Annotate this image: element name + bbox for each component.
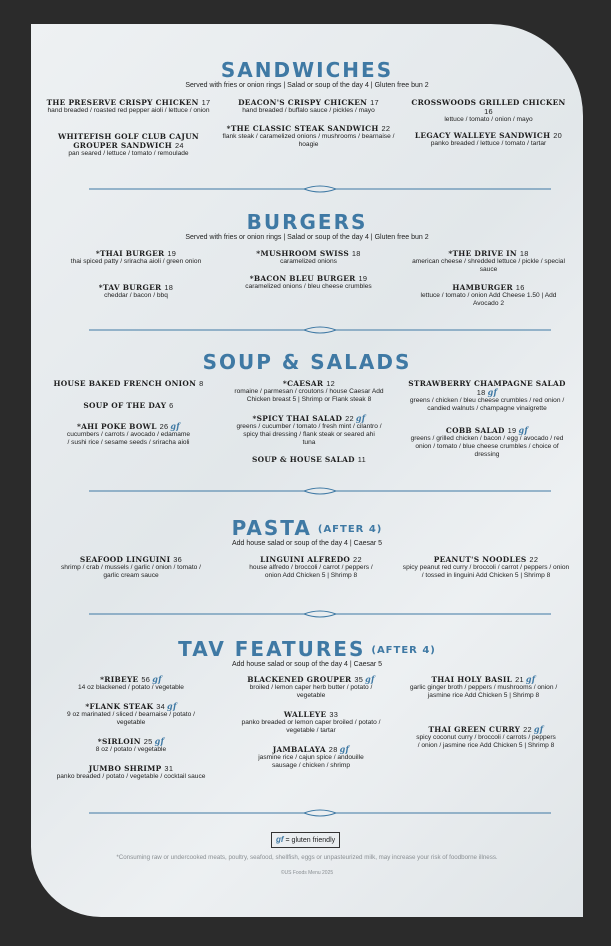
- menu-item: [41, 98, 216, 115]
- item-desc: american cheese / shredded lettuce / pickle / special sauce: [412, 258, 565, 273]
- item-name: *AHI POKE BOWL: [76, 422, 157, 431]
- section-divider: [89, 486, 551, 496]
- item-desc: house alfredo / broccoli / carrot / peppers / onion Add Chicken 5 | Shrimp 8: [249, 564, 373, 579]
- item-name: *RIBEYE: [100, 675, 139, 684]
- item-desc: panko breaded or lemon caper broiled / potato / vegetable / tartar: [241, 719, 381, 734]
- soups-title: SOUP & SALADS: [202, 350, 412, 374]
- item-price: 8: [199, 379, 204, 388]
- item-name: SOUP OF THE DAY: [83, 401, 167, 410]
- item-desc: greens / cucumber / tomato / fresh mint / cilantro / spicy thai dressing / flank steak or seared ahi tuna: [236, 423, 382, 446]
- menu-item: [56, 555, 206, 580]
- menu-item: [406, 131, 571, 148]
- menu-item: [411, 283, 566, 308]
- gluten-friendly-badge: gf: [518, 425, 529, 435]
- item-desc: flank steak / caramelized onions / mushrooms / bearnaise / hoagie: [222, 133, 395, 148]
- item-desc: panko breaded / potato / vegetable / cocktail sauce: [56, 773, 206, 780]
- menu-item: [41, 379, 216, 388]
- item-name: THAI HOLY BASIL: [431, 675, 513, 684]
- menu-item: [221, 274, 396, 291]
- item-price: 6: [169, 401, 174, 410]
- menu-item: [223, 455, 395, 464]
- item-price: 28: [328, 745, 338, 754]
- menu-item: [241, 555, 381, 580]
- item-name: JAMBALAYA: [272, 745, 326, 754]
- sandwiches-subtitle: Served with fries or onion rings | Salad or soup of the day 4 | Gluten free bun 2: [185, 82, 429, 89]
- item-name: *THAI BURGER: [95, 249, 165, 258]
- sandwiches-title: SANDWICHES: [220, 58, 394, 82]
- item-price: 31: [164, 764, 174, 773]
- pasta-title-text: PASTA: [231, 516, 312, 540]
- item-desc: spicy coconut curry / broccoli / carrots / peppers / onion / jasmine rice Add Chicken 5 | Shrimp 8: [416, 734, 556, 749]
- menu-item: [401, 675, 566, 700]
- item-price: 19: [167, 249, 177, 258]
- pasta-subtitle: Add house salad or soup of the day 4 | Caesar 5: [231, 540, 383, 547]
- pasta-title: [31, 516, 583, 540]
- item-desc: 9 oz marinated / sliced / bearnaise / potato / vegetable: [67, 711, 195, 726]
- features-subtitle: Add house salad or soup of the day 4 | Caesar 5: [231, 661, 383, 668]
- features-title: [31, 637, 583, 661]
- item-price: 18: [519, 249, 529, 258]
- item-price: 22: [353, 555, 362, 564]
- item-price: 26: [159, 422, 169, 431]
- item-name: WALLEYE: [283, 710, 327, 719]
- item-price: 25: [143, 737, 153, 746]
- features-after-note: (AFTER 4): [371, 645, 436, 656]
- item-desc: lettuce / tomato / onion Add Cheese 1.50 | Add Avocado 2: [420, 292, 557, 307]
- menu-item: [36, 764, 226, 781]
- menu-item: [246, 745, 376, 770]
- item-price: 22: [523, 725, 532, 734]
- item-price: 19: [358, 274, 368, 283]
- item-name: *SIRLOIN: [97, 737, 141, 746]
- menu-item: [221, 124, 396, 149]
- item-name: LINGUINI ALFREDO: [260, 555, 351, 564]
- item-desc: shrimp / crab / mussels / garlic / onion / tomato / garlic cream sauce: [61, 564, 201, 579]
- item-name: THAI GREEN CURRY: [428, 725, 521, 734]
- item-name: *BACON BLEU BURGER: [249, 274, 356, 283]
- menu-item: [61, 737, 201, 754]
- item-desc: 14 oz blackened / potato / vegetable: [78, 684, 184, 691]
- item-desc: cheddar / bacon / bbq: [104, 292, 168, 299]
- item-price: 35: [354, 675, 364, 684]
- item-desc: hand breaded / buffalo sauce / pickles / mayo: [242, 107, 375, 114]
- item-name: JUMBO SHRIMP: [88, 764, 162, 773]
- item-price: 21: [515, 675, 524, 684]
- item-price: 33: [329, 710, 339, 719]
- gluten-friendly-badge: gf: [170, 421, 181, 431]
- item-desc: garlic ginger broth / peppers / mushrooms / onion / jasmine rice Add Chicken 5 | Shrimp 8: [409, 684, 558, 699]
- item-name: *SPICY THAI SALAD: [252, 414, 343, 423]
- item-price: 18: [351, 249, 361, 258]
- item-price: 19: [507, 426, 517, 435]
- gluten-friendly-badge: gf: [154, 736, 165, 746]
- item-desc: greens / chicken / bleu cheese crumbles / red onion / candied walnuts / champagne vinaigrette: [409, 397, 565, 412]
- item-price: 18: [164, 283, 174, 292]
- copyright: ©US Foods Menu 2025: [280, 870, 334, 876]
- item-name: HOUSE BAKED FRENCH ONION: [53, 379, 197, 388]
- item-price: 16: [515, 283, 525, 292]
- item-desc: cucumbers / carrots / avocado / edamame / sushi rice / sesame seeds / sriracha aioli: [66, 431, 191, 446]
- menu-item: [61, 283, 211, 300]
- item-desc: jasmine rice / cajun spice / andouille sausage / chicken / shrimp: [258, 754, 364, 769]
- item-desc: spicy peanut red curry / broccoli / carrot / peppers / onion / tossed in linguini Add Chicken 5 | Shrimp 8: [402, 564, 570, 579]
- menu-item: [401, 555, 571, 580]
- gluten-friendly-badge: gf: [533, 724, 544, 734]
- menu-item: [66, 422, 191, 447]
- food-safety-disclaimer: *Consuming raw or undercooked meats, poultry, seafood, shellfish, eggs or unpasteurized milk, may increase your risk of foodborne illness.: [116, 854, 498, 861]
- menu-item: [406, 426, 568, 459]
- item-price: 56: [141, 675, 151, 684]
- menu-item: [51, 675, 211, 692]
- item-price: 34: [156, 702, 166, 711]
- item-desc: romaine / parmesan / croutons / house Caesar Add Chicken breast 5 | Shrimp or Flank steak 8: [234, 388, 384, 403]
- item-desc: 8 oz / potato / vegetable: [95, 746, 167, 753]
- item-name: THE PRESERVE CRISPY CHICKEN: [46, 98, 199, 107]
- item-name: WHITEFISH GOLF CLUB CAJUN GROUPER SANDWICH: [58, 132, 199, 150]
- features-title-text: TAV FEATURES: [178, 637, 366, 661]
- item-desc: panko breaded / lettuce / tomato / tartar: [430, 140, 547, 147]
- item-price: 36: [173, 555, 183, 564]
- menu-item: [221, 249, 396, 266]
- burgers-title: BURGERS: [246, 210, 368, 234]
- gluten-friendly-badge: gf: [152, 674, 162, 684]
- item-price: 22: [345, 414, 354, 423]
- item-name: *CAESAR: [282, 379, 324, 388]
- gluten-friendly-badge: gf: [355, 413, 366, 423]
- menu-item: [41, 401, 216, 410]
- item-price: 17: [201, 98, 211, 107]
- menu-item: [236, 675, 386, 700]
- legend-text: = gluten friendly: [285, 837, 336, 844]
- menu-item: [416, 725, 556, 750]
- item-desc: broiled / lemon caper herb butter / potato / vegetable: [249, 684, 373, 699]
- gluten-friendly-legend: [271, 832, 340, 848]
- section-divider: [89, 808, 551, 818]
- gluten-friendly-badge: gf: [167, 701, 177, 711]
- menu-item: [221, 98, 396, 115]
- pasta-after-note: (AFTER 4): [317, 524, 383, 535]
- item-desc: hand breaded / roasted red pepper aioli / lettuce / onion: [47, 107, 210, 114]
- item-price: 12: [326, 379, 336, 388]
- section-divider: [89, 184, 551, 194]
- menu-page: [31, 24, 583, 917]
- menu-item: [61, 249, 211, 266]
- item-price: 20: [553, 131, 563, 140]
- item-name: *TAV BURGER: [98, 283, 162, 292]
- burgers-subtitle: Served with fries or onion rings | Salad or soup of the day 4 | Gluten free bun 2: [185, 234, 429, 241]
- menu-item: [398, 379, 576, 413]
- menu-item: [61, 702, 201, 727]
- item-name: *THE DRIVE IN: [448, 249, 517, 258]
- item-price: 24: [174, 141, 184, 150]
- item-price: 18: [476, 388, 486, 397]
- menu-item: [236, 414, 382, 447]
- menu-item: [223, 379, 395, 404]
- item-price: 17: [370, 98, 379, 107]
- item-name: LEGACY WALLEYE SANDWICH: [414, 131, 551, 140]
- item-desc: caramelized onions / bleu cheese crumbles: [245, 283, 372, 290]
- item-name: *MUSHROOM SWISS: [256, 249, 349, 258]
- item-price: 16: [484, 107, 493, 116]
- item-desc: thai spiced patty / sriracha aioli / green onion: [70, 258, 202, 265]
- gluten-friendly-badge: gf: [525, 674, 536, 684]
- menu-item: [236, 710, 386, 735]
- item-name: STRAWBERRY CHAMPAGNE SALAD: [408, 379, 566, 388]
- section-divider: [89, 325, 551, 335]
- menu-item: [411, 249, 566, 274]
- gluten-friendly-badge: gf: [339, 744, 350, 754]
- item-desc: pan seared / lettuce / tomato / remoulade: [68, 150, 189, 157]
- section-divider: [89, 609, 551, 619]
- item-desc: caramelized onions: [280, 258, 337, 265]
- item-name: SOUP & HOUSE SALAD: [252, 455, 355, 464]
- item-name: *THE CLASSIC STEAK SANDWICH: [226, 124, 379, 133]
- item-name: *FLANK STEAK: [85, 702, 154, 711]
- gluten-friendly-icon: gf: [276, 835, 284, 844]
- item-desc: lettuce / tomato / onion / mayo: [444, 116, 533, 123]
- menu-item: [406, 98, 571, 124]
- item-name: HAMBURGER: [452, 283, 513, 292]
- gluten-friendly-badge: gf: [487, 387, 498, 397]
- item-name: COBB SALAD: [445, 426, 505, 435]
- item-price: 11: [357, 455, 366, 464]
- item-name: SEAFOOD LINGUINI: [79, 555, 171, 564]
- item-name: BLACKENED GROUPER: [247, 675, 352, 684]
- item-price: 22: [529, 555, 539, 564]
- item-name: CROSSWOODS GRILLED CHICKEN: [411, 98, 566, 107]
- item-name: PEANUT'S NOODLES: [433, 555, 527, 564]
- gluten-friendly-badge: gf: [365, 674, 375, 684]
- item-desc: greens / grilled chicken / bacon / egg / avocado / red onion / tomato / blue cheese crumbles / choice of dressing: [410, 435, 564, 458]
- menu-item: [41, 132, 216, 158]
- item-price: 22: [381, 124, 391, 133]
- item-name: DEACON'S CRISPY CHICKEN: [238, 98, 368, 107]
